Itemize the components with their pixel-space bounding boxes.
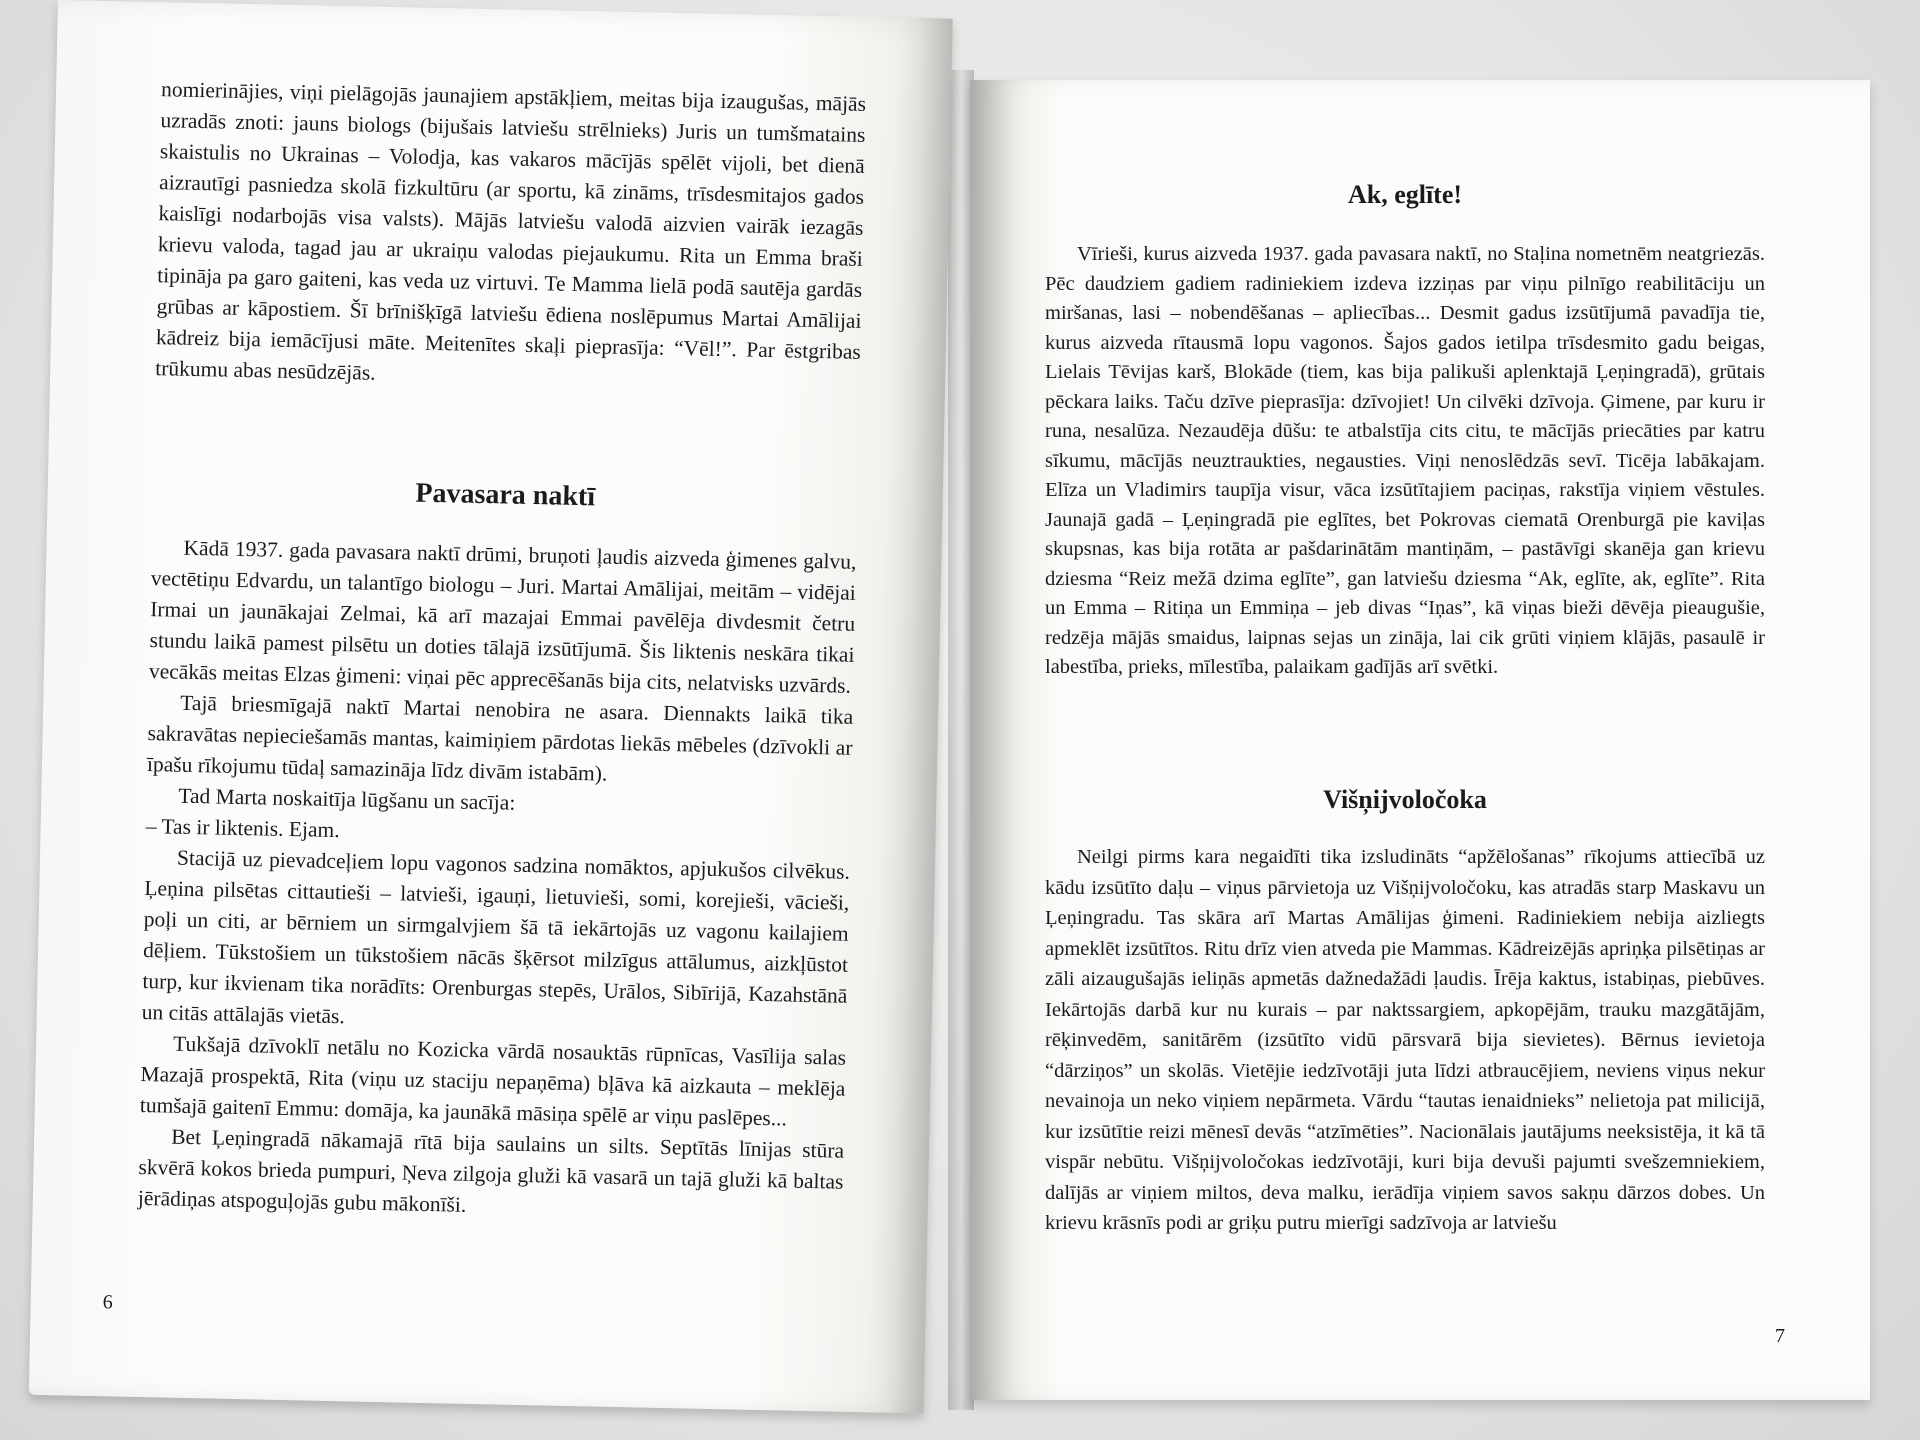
left-paragraph: Tad Marta noskaitīja lūgšanu un sacīja: xyxy=(178,783,516,815)
left-paragraph: Stacijā uz pievadceļiem lopu vagonos sadzina nomāktos, apjukušos cilvēkus. Ļeņina pilsētas cittautieši – latvieši, igauņi, lietuvieši, somi, korejieši, vācieši, poļi un citi, ar bērniem un sirmgalvjiem šā tā iekārtojās uz vagonu kailajiem dēļiem. Tūkstošiem un tūkstošiem nācās šķērsot milzīgus attālumus, aizkļūstot turp, kur ikvienam tika norādīts: Orenburgas stepēs, Urālos, Sibīrijā, Kazahstānā un citās attālajās vietās. xyxy=(141,845,851,1029)
right-section2-text xyxy=(1045,842,1765,1239)
left-paragraph: Bet Ļeņingradā nākamajā rītā bija saulains un silts. Septītās līnijas stūra skvērā kokos brieda pumpuri, Ņeva zilgoja gluži kā vasarā un tajā gluži kā baltas jērādiņas atspoguļojās gubu mākonīši. xyxy=(137,1124,845,1217)
right-paragraph: Vīrieši, kurus aizveda 1937. gada pavasara naktī, no Staļina nometnēm neatgriezās. Pēc daudziem gadiem radiniekiem izdeva izziņas par viņu pilnīgo reabilitāciju un miršanas, lasi – nobendēšanas – apliecības... Desmit gadus izsūtījumā pavadīja tie, kurus aizveda rītausmā lopu vagonos. Šajos gados ietilpa trīsdesmito gadu beigas, Lielais Tēvijas karš, Blokāde (tiem, kas bija palikuši aplenktajā Ļeņingradā), grūtais pēckara laiks. Taču dzīve pieprasīja: dzīvojiet! Un cilvēki dzīvoja. Ģimene, par kuru ir runa, nesalūza. Nezaudēja dūšu: te atbalstīja cits citu, te mācījās priecāties par katru sīkumu, mācījās neuztraukties, negausties. Viņi nenoslēdzās sevī. Ticēja labākajam. Elīza un Vladimirs taupīja visur, vāca izsūtītajiem paciņas, rakstīja viņiem vēstules. Jaunajā gadā – Ļeņingradā pie eglītes, bet Pokrovas ciematā Orenburgā pie kaviļas skupsnas, kas bija rotāta ar pašdarinātām mantiņām, – pastāvīgi skanēja gan krievu dziesma “Reiz mežā dzima eglīte”, gan latviešu dziesma “Ak, eglīte, ak, eglīte”. Rita un Emma – Ritiņa un Emmiņa – jeb divas “Iņas”, kā viņas bieži dēvēja pieaugušie, redzēja mājās smaidus, laipnas sejas un zināja, lai cik grūti viņiem klājās, pasaulē ir labestība, prieks, mīlestība, palaikam gadījās arī svētki. xyxy=(1045,243,1765,678)
left-page-number: 6 xyxy=(102,1291,113,1314)
left-paragraph: Tukšajā dzīvoklī netālu no Kozicka vārdā nosauktās rūpnīcas, Vasīlija salas Mazajā prospektā, Rita (viņu uz staciju nepaņēma) bļāva kā aizkauta – meklēja tumšajā gaitenī Emmu: domāja, ka jaunākā māsiņa spēlē ar viņu paslēpes... xyxy=(139,1031,847,1131)
right-heading-ak-eglite: Ak, eglīte! xyxy=(1347,180,1463,209)
right-page xyxy=(970,80,1870,1400)
left-page xyxy=(29,0,953,1413)
right-heading-visnijvolocoka: Višņijvoločoka xyxy=(1323,785,1487,814)
left-continuation-paragraph: nomierinājies, viņi pielāgojās jaunajiem apstākļiem, meitas bija izaugušas, mājās uzradās znoti: jauns biologs (bijušais latviešu strēlnieks) Juris un tumšmatains skaistulis no Ukrainas – Volodja, kas vakaros mācījās spēlēt vijoli, bet dienā aizrautīgi pasniedza skolā fizkultūru (ar sportu, kā zināms, trīsdesmitajos gados kaislīgi nodarbojās visa valsts). Mājās latviešu valodā aizvien vairāk iezagās krievu valoda, tagad jau ar ukraiņu valodas piejaukumu. Rita un Emma braši tipināja pa garo gaiteni, kas veda uz virtuvi. Te Mamma lielā podā sautēja gardās grūbas ar kāpostiem. Šī brīnišķīgā latviešu ēdiena noslēpumus Martai Amālijai kādreiz bija iemācījusi māte. Meitenītes skaļi pieprasīja: “Vēl!”. Par ēstgribas trūkumu abas nesūdzējās. xyxy=(155,77,867,385)
left-section-text xyxy=(138,532,857,1229)
right-section1-text xyxy=(1045,240,1765,683)
left-paragraph: Kādā 1937. gada pavasara naktī drūmi, bruņoti ļaudis aizveda ģimenes galvu, vectētiņu Edvardu, un talantīgo biologu – Juri. Martai Amālijai, meitām – vidējai Irmai un jaunākajai Zelmai, kā arī mazajai Emmai pavēlēja divdesmit četru stundu laikā pamest pilsētu un doties tālajā izsūtījumā. Šis liktenis neskāra tikai vecākās meitas Elzas ģimeni: viņai pēc apprecēšanās bija cits, nelatvisks uzvārds. xyxy=(148,535,857,698)
left-paragraph: – Tas ir liktenis. Ejam. xyxy=(145,814,340,843)
left-continuation-text xyxy=(155,74,866,399)
right-page-number: 7 xyxy=(1775,1325,1785,1347)
left-section-heading: Pavasara naktī xyxy=(415,477,596,513)
right-paragraph: Neilgi pirms kara negaidīti tika izsludināts “apžēlošanas” rīkojums attiecībā uz kādu izsūtīto daļu – viņus pārvietoja uz Višņijvoločoku, kas atradās starp Maskavu un Ļeņingradu. Tas skāra arī Martas Amālijas ģimeni. Radiniekiem nebija aizliegts apmeklēt izsūtītos. Ritu drīz vien atveda pie Mammas. Kādreizējās apriņķa pilsētiņas ar zāli aizaugušajās ieliņās apmetās dažnedažādi ļaudis. Īrēja kaktus, istabiņas, piebūves. Iekārtojās darbā kur nu kurais – par naktssargiem, apkopējām, trauku mazgātājām, rēķinvedēm, sanitārēm (izsūtīto vidū pārsvarā bija sievietes). Bērnus ievietoja “dārziņos” un skolās. Vietējie iedzīvotāji juta līdzi atbraucējiem, neviens viņus nekur nevainoja un neko viņiem nepārmeta. Vārdu “tautas ienaidnieks” nelietoja pat milicijā, kur izsūtītie reizi mēnesī devās “atzīmēties”. Nacionālais jautājums neeksistēja, it kā tā vispār nebūtu. Višņijvoločokas iedzīvotāji, kuri bija devuši pajumti svešzemniekiem, dalījās ar viņiem miltos, deva malku, ierādīja viņiem savos sakņu dārzos dobes. Un krievu krāsnīs podi ar griķu putru mierīgi sadzīvoja ar latviešu xyxy=(1045,846,1765,1234)
left-paragraph: Tajā briesmīgajā naktī Martai nenobira ne asara. Diennakts laikā tika sakravātas nepieciešamās mantas, kaimiņiem pārdotas liekās mēbeles (dzīvokli ar īpašu rīkojumu tūdaļ samazināja līdz divām istabām). xyxy=(146,690,854,786)
